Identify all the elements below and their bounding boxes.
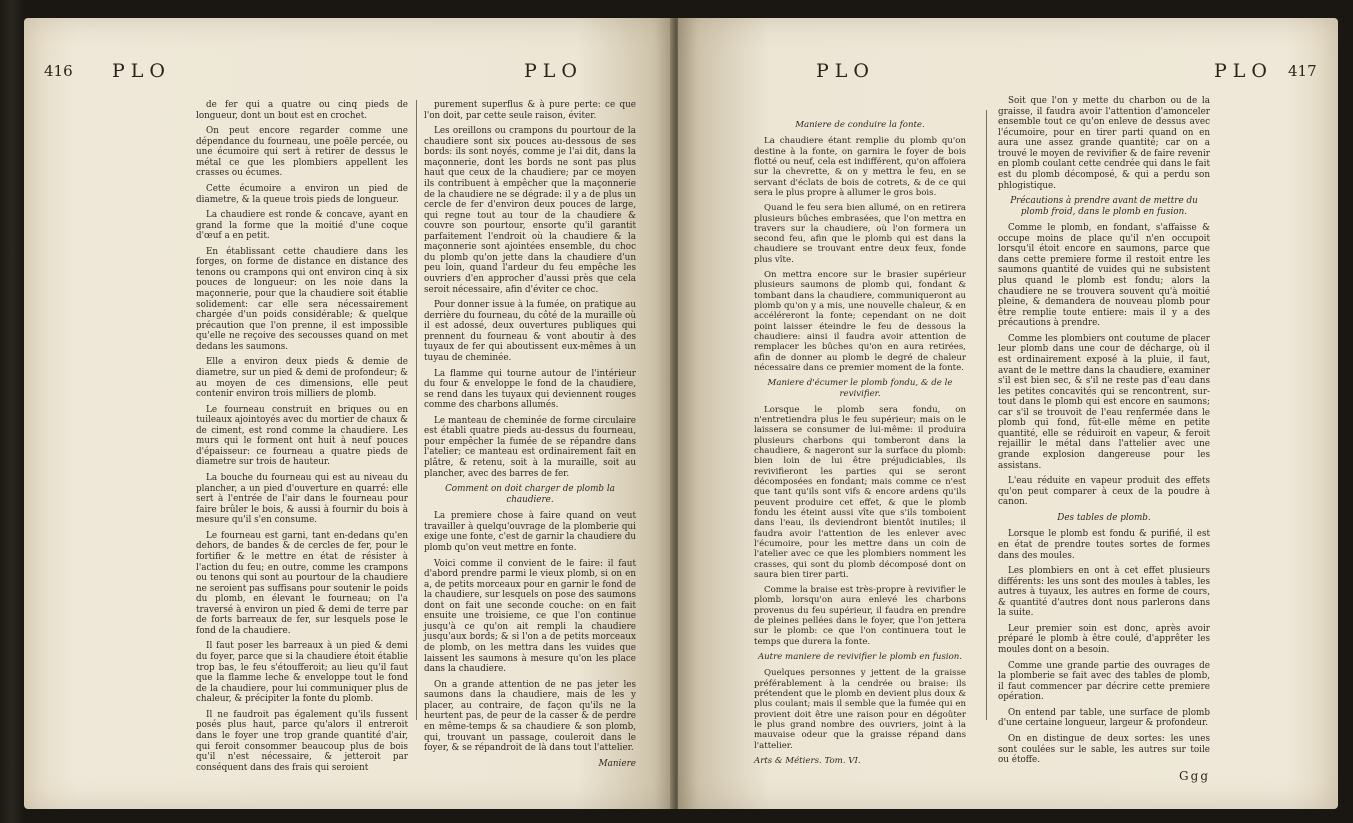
text-column-2 bbox=[424, 100, 636, 774]
paragraph: Elle a environ deux pieds & demie de diametre, sur un pied & demi de profondeur; & au moyen de ces dimensions, elle peut contenir environ trois milliers de plomb. bbox=[196, 357, 408, 400]
page-number: 417 bbox=[1288, 62, 1317, 80]
paragraph: Cette écumoire a environ un pied de diametre, & la queue trois pieds de longueur. bbox=[196, 183, 408, 205]
column-rule bbox=[986, 110, 987, 720]
paragraph: Les plombiers en ont à cet effet plusieurs différents: les uns sont des moules à tables, les autres à tuyaux, les autres en forme de cours, & quantité d'autres dont nous parlerons dans la suite. bbox=[998, 566, 1210, 619]
paragraph: purement superflus & à pure perte: ce que l'on doit, par cette seule raison, éviter. bbox=[424, 100, 636, 121]
paragraph: Le fourneau est garni, tant en-dedans qu'en dehors, de bandes & de cercles de fer, pour le fortifier & le mettre en état de résister à l'action du feu; en outre, comme les crampons ou tenons qui sont au pourtour de la chaudiere ne seroient pas suffisans pour soutenir le poids du plomb, en élevant le fourneau; on l'a traversé à environ un pied & demi de terre par de forts barreaux de fer, sur lesquels pose le fond de la chaudiere. bbox=[196, 530, 408, 636]
text-column-2 bbox=[998, 96, 1210, 786]
paragraph: La chaudiere est ronde & concave, ayant en grand la forme que la moitié d'une coque d'œuf a en petit. bbox=[196, 210, 408, 242]
right-page bbox=[678, 18, 1338, 809]
text-column-1 bbox=[196, 100, 408, 778]
paragraph: Quelques personnes y jettent de la graisse préférablement à la cendrée ou braise: ils prétendent que le plomb en devient plus doux & plus coulant; mais il semble que la fumée qui en provient doit être une raison pour en dégoûter le plus grand nombre des ouvriers, joint à la mauvaise odeur que la graisse répand dans l'attelier. bbox=[754, 668, 966, 751]
paragraph: Voici comme il convient de le faire: il faut d'abord prendre parmi le vieux plomb, si on en a, de petits morceaux pour en garnir le fond de la chaudiere, sur lesquels on pose des saumons dont on fait une seconde couche: on en fait ensuite une troisieme, ce que l'on continue jusqu'à ce qu'on ait rempli la chaudiere jusqu'aux bords; & si l'on a de petits morceaux de plomb, on les mettra dans les vuides que laissent les saumons à mesure qu'on les place dans la chaudiere. bbox=[424, 558, 636, 675]
paragraph: On entend par table, une surface de plomb d'une certaine longueur, largeur & profondeur. bbox=[998, 707, 1210, 729]
running-header: PLO bbox=[816, 60, 875, 82]
paragraph: La bouche du fourneau qui est au niveau du plancher, a un pied d'ouverture en quarré: elle sert à l'entrée de l'air dans le fourneau pour faire brûler le bois, & aussi à fournir du bois à mesure qu'il s'en consume. bbox=[196, 473, 408, 526]
paragraph: Le fourneau construit en briques ou en tuileaux ajointoyés avec du mortier de chaux & de ciment, est rond comme la chaudiere. Les murs qui le forment ont huit à neuf pouces d'épaisseur: ce fourneau a quatre pieds de diametre sur trois de hauteur. bbox=[196, 404, 408, 468]
paragraph: On en distingue de deux sortes: les unes sont coulées sur le sable, les autres sur toile ou étoffe. bbox=[998, 733, 1210, 766]
footer-imprint: Arts & Métiers. Tom. VI. bbox=[754, 755, 861, 766]
left-page bbox=[24, 18, 674, 809]
paragraph: Comme le plomb, en fondant, s'affaisse & occupe moins de place qu'il n'en occupoit lorsqu'il étoit encore en saumons, parce que dans cette premiere forme il restoit entre les saumons quantité de vuides qui ne subsistent plus quand le plomb est fondu; alors la chaudiere ne se trouvera souvent qu'à moitié pleine, & demandera de nouveau plomb pour être remplie toute entiere: mais il y a des précautions à prendre. bbox=[998, 223, 1210, 329]
paragraph: Leur premier soin est donc, après avoir préparé le plomb à être coulé, d'apprêter les moules dont on a besoin. bbox=[998, 623, 1210, 655]
running-header: PLO bbox=[112, 60, 171, 82]
section-title: Comment on doit charger de plomb la chaudiere. bbox=[445, 484, 615, 505]
paragraph: Il ne faudroit pas également qu'ils fussent posés plus haut, parce qu'alors il entreroit dans le foyer une trop grande quantité d'air, qui feroit consommer beaucoup plus de bois qu'il n'est nécessaire, & jetteroit par conséquent dans des frais qui seroient bbox=[196, 709, 408, 773]
section-title: Des tables de plomb. bbox=[1057, 512, 1151, 523]
paragraph: Soit que l'on y mette du charbon ou de la graisse, il faudra avoir l'attention d'amonceler ensemble tout ce qu'on enleve de dessus avec l'écumoire, pour en tirer parti quand on en aura une assez grande quantité; car on a trouvé le moyen de revivifier & de faire revenir en plomb coulant cette cendrée qui dans le fait est du plomb décomposé, & qui a perdu son phlogistique. bbox=[998, 96, 1210, 191]
page-number: 416 bbox=[44, 62, 73, 80]
section-title: Autre maniere de revivifier le plomb en fusion. bbox=[757, 652, 963, 662]
paragraph: Le manteau de cheminée de forme circulaire est établi quatre pieds au-dessus du fourneau, pour empêcher la fumée de se répandre dans l'atelier; ce manteau est ordinairement fait en plâtre, & retenu, soit à la muraille, soit au plancher, avec des barres de fer. bbox=[424, 415, 636, 479]
running-header: PLO bbox=[1214, 60, 1273, 82]
column-rule bbox=[416, 100, 417, 720]
paragraph: On a grande attention de ne pas jeter les saumons dans la chaudiere, mais de les y placer, au contraire, de façon qu'ils ne la heurtent pas, de peur de la casser & de perdre en même-temps & sa chaudiere & son plomb, qui, trouvant un passage, couleroit dans le foyer, & se répandroit de là dans tout l'attelier. bbox=[424, 679, 636, 754]
paragraph: La chaudiere étant remplie du plomb qu'on destine à la fonte, on garnira le foyer de bois flotté ou neuf, cela est indifférent, qu'on affoiera sur la chevrette, & on y mettra le feu, en se servant d'éclats de bois de cotrets, & de ce qui sera le plus propre à allumer le gros bois. bbox=[754, 136, 966, 198]
paragraph: de fer qui a quatre ou cinq pieds de longueur, dont un bout est en crochet. bbox=[196, 100, 408, 121]
paragraph: Il faut poser les barreaux à un pied & demi du foyer, parce que si la chaudiere étoit établie trop bas, le feu s'étoufferoit; au lieu qu'il faut que la flamme leche & enveloppe tout le fond de la chaudiere, pour lui communiquer plus de chaleur, & précipiter la fonte du plomb. bbox=[196, 641, 408, 705]
section-title: Maniere d'écumer le plomb fondu, & de le revivifier. bbox=[767, 378, 953, 399]
paragraph: Comme une grande partie des ouvrages de la plomberie se fait avec des tables de plomb, il faut commencer par décrire cette premiere opération. bbox=[998, 660, 1210, 703]
paragraph: Quand le feu sera bien allumé, on en retirera plusieurs bûches embrasées, que l'on mettra en travers sur la chaudiere, où l'on formera un second feu, afin que le plomb qui est dans la chaudiere se trouvant entre deux feux, fonde plus vîte. bbox=[754, 203, 966, 265]
paragraph: On mettra encore sur le brasier supérieur plusieurs saumons de plomb qui, fondant & tombant dans la chaudiere, communiqueront au plomb qu'on y a mis, une nouvelle chaleur, & en accéléreront la fonte; cependant on ne doit point laisser éteindre le feu de dessous la chaudiere: ainsi il faudra avoir attention de remplacer les bûches qu'on en aura retirées, afin de donner au plomb le degré de chaleur nécessaire dans ce premier moment de la fonte. bbox=[754, 270, 966, 373]
paragraph: La flamme qui tourne autour de l'intérieur du four & enveloppe le fond de la chaudiere, se rend dans les tuyaux qui deviennent rouges comme des charbons allumés. bbox=[424, 368, 636, 411]
text-column-1 bbox=[754, 116, 966, 771]
section-title: Maniere de conduire la fonte. bbox=[795, 120, 925, 130]
running-header: PLO bbox=[524, 60, 583, 82]
paragraph: Lorsque le plomb sera fondu, on n'entretiendra plus le feu supérieur; mais on le laissera se consumer de lui-même: il produira plusieurs charbons qui tomberont dans la chaudiere, & nageront sur la surface du plomb: bien loin de lui être préjudiciables, ils revivifieront les parties qui se seront décomposées en fondant; mais comme ce n'est que tant qu'ils sont vifs & encore ardens qu'ils peuvent produire cet effet, & que le plomb fondu les éteint aussi vîte que s'ils tomboient dans l'eau, ils deviendront bientôt inutiles; il faudra avoir l'attention de les enlever avec l'écumoire, pour les mettre dans un coin de l'atelier avec ce que les plombiers nomment les crasses, qui sont du plomb décomposé dont on saura bien tirer parti. bbox=[754, 404, 966, 580]
paragraph: Comme les plombiers ont coutume de placer leur plomb dans une cour de décharge, où il est ordinairement exposé à la pluie, il faut, avant de le mettre dans la chaudiere, examiner s'il est bien sec, & s'il ne reste pas d'eau dans les petites concavités qui se rencontrent, sur-tout dans le plomb qui est encore en saumons; car s'il se trouvoit de l'eau renfermée dans le plomb qui fond, fût-elle même en petite quantité, elle se réduiroit en vapeur, & feroit rejaillir le métal dans l'attelier avec une grande explosion dangereuse pour les assistans. bbox=[998, 333, 1210, 471]
paragraph: En établissant cette chaudiere dans les forges, on forme de distance en distance des tenons ou crampons qui ont environ cinq à six pouces de longueur: on les noie dans la maçonnerie, pour que la chaudiere soit établie solidement: car elle sera nécessairement chargée d'un poids considérable; & quelque précaution que l'on prenne, il est impossible qu'elle ne reçoive des secousses quand on met dedans les saumons. bbox=[196, 246, 408, 352]
paragraph: On peut encore regarder comme une dépendance du fourneau, une poële percée, ou une écumoire qui sert à retirer de dessus le métal ce que les plombiers appellent les crasses ou écumes. bbox=[196, 126, 408, 179]
paragraph: L'eau réduite en vapeur produit des effets qu'on peut comparer à ceux de la poudre à canon. bbox=[998, 476, 1210, 508]
paragraph: Pour donner issue à la fumée, on pratique au derrière du fourneau, du côté de la muraille où il est adossé, deux ouvertures publiques qui prennent du fourneau & vont aboutir à des tuyaux de fer qui aboutissent eux-mêmes à un tuyau de cheminée. bbox=[424, 300, 636, 363]
section-title: Précautions à prendre avant de mettre du plomb froid, dans le plomb en fusion. bbox=[1010, 196, 1198, 217]
paragraph: Lorsque le plomb est fondu & purifié, il est en état de prendre toutes sortes de formes dans des moules. bbox=[998, 529, 1210, 561]
paragraph: Comme la braise est très-propre à revivifier le plomb, lorsqu'on aura enlevé les charbons provenus du feu supérieur, il faudra en prendre de pleines pellées dans le foyer, que l'on jettera sur le plomb: ce que l'on continuera tout le temps que durera la fonte. bbox=[754, 585, 966, 647]
signature-mark: Ggg bbox=[1179, 768, 1210, 783]
paragraph: La premiere chose à faire quand on veut travailler à quelqu'ouvrage de la plomberie qui exige une fonte, c'est de garnir la chaudiere du plomb qu'on veut mettre en fonte. bbox=[424, 511, 636, 553]
catchword: Maniere bbox=[598, 758, 636, 769]
paragraph: Les oreillons ou crampons du pourtour de la chaudiere sont six pouces au-dessous de ses bords: ils sont noyés, comme je l'ai dit, dans la maçonnerie, dont les bords ne sont pas plus haut que ceux de la chaudiere; par ce moyen ils contribuent à empêcher que la maçonnerie de la chaudiere ne se dégrade: il y a de plus un cercle de fer d'environ deux pouces de large, qui regne tout au tour de la chaudiere & couvre son pourtour, ensorte qu'il garantit parfaitement l'endroit où la chaudiere & la maçonnerie sont ajointées ensemble, du choc du plomb qu'on jette dans la chaudiere d'un peu loin, quand l'ardeur du feu empêche les ouvriers d'en approcher d'aussi près que cela seroit nécessaire, afin d'éviter ce choc. bbox=[424, 126, 636, 295]
